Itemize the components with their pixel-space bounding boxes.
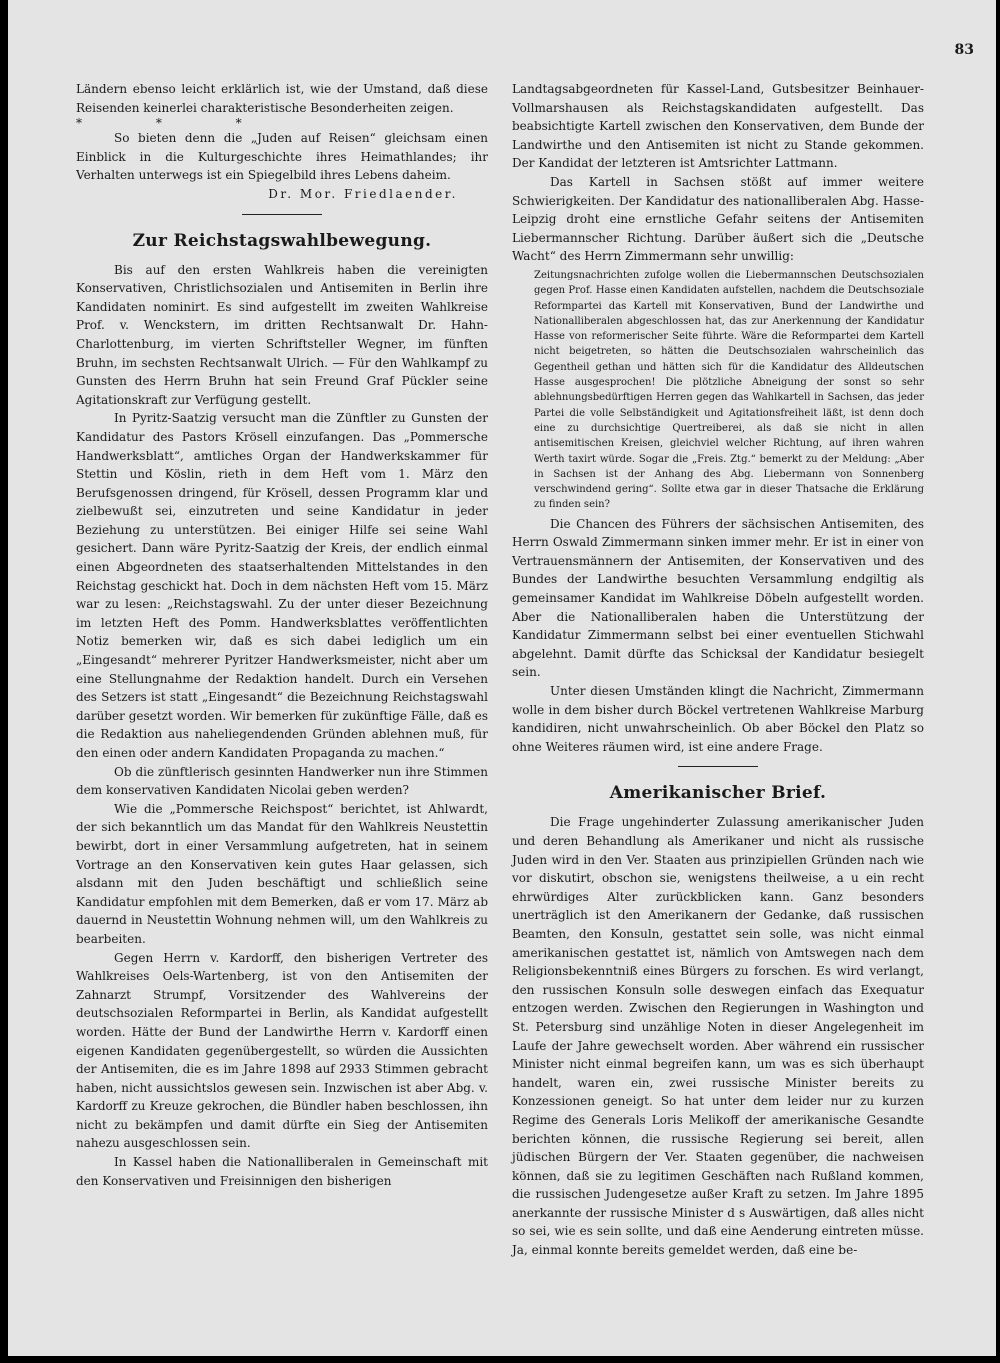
article-paragraph: Bis auf den ersten Wahlkreis haben die vereinigten Konservativen, Christlichsozialen und Antisemiten in Berlin ihre Kandidaten nominirt. Es sind aufgestellt im zweiten Wahlkreise Prof. v. Wenckstern, im dritten Rechtsanwalt Dr. Hahn-Charlottenburg, im vierten Schriftsteller Wegner, im fünften Bruhn, im sechsten Rechtsanwalt Ulrich. — Für den Wahlkampf zu Gunsten des Herrn Bruhn hat sein Freund Graf Pückler seine Agitationskraft zur Verfügung gestellt. (76, 262, 488, 407)
quoted-excerpt (512, 268, 924, 513)
article-paragraph: Das Kartell in Sachsen stößt auf immer weitere Schwierigkeiten. Der Kandidatur des nationalliberalen Abg. Hasse-Leipzig droht eine ernstliche Gefahr seitens der Antisemiten Liebermannscher Richtung. Darüber äußert sich die „Deutsche Wacht“ des Herrn Zimmermann sehr unwillig: (512, 174, 924, 264)
article-paragraph: In Pyritz-Saatzig versucht man die Zünftler zu Gunsten der Kandidatur des Pastors Krösell einzufangen. Das „Pommersche Handwerksblatt“, amtliches Organ der Handwerkskammer für Stettin und Köslin, rieth in dem Heft vom 1. März den Berufsgenossen dringend, für Krösell, dessen Programm klar und zielbewußt sei, einzutreten und seine Kandidatur in jeder Beziehung zu unterstützen. Bei einiger Hilfe sei seine Wahl gesichert. Dann wäre Pyritz-Saatzig der Kreis, der endlich einmal einen Abgeordneten des staatserhaltenden Mittelstandes in den Reichstag geschickt hat. Doch in dem nächsten Heft vom 15. März war zu lesen: „Reichstagswahl. Zu der unter dieser Bezeichnung im letzten Heft des Pomm. Handwerksblattes veröffentlichten Notiz bemerken wir, daß es sich dabei lediglich um ein „Eingesandt“ mehrerer Pyritzer Handwerksmeister, nicht aber um eine Stellungnahme der Redaktion handelt. Durch ein Versehen des Setzers ist statt „Eingesandt“ die Bezeichnung Reichstagswahl darüber gesetzt worden. Wir bemerken für zukünftige Fälle, daß es die Redaktion aus naheliegendenden Gründen ablehnen muß, für den einen oder andern Kandidaten Propaganda zu machen.“ (76, 411, 488, 760)
letter-paragraph: Die Frage ungehinderter Zulassung amerikanischer Juden und deren Behandlung als Amerikaner und nicht als russische Juden wird in den Ver. Staaten aus prinzipiellen Gründen nach wie vor diskutirt, obschon sie, wenigstens theilweise, a u ein recht ehrwürdiges Alter zurückblicken kann. Ganz besonders unerträglich ist den Amerikanern der Gedanke, daß russischen Beamten, den Konsuln, gestattet sein solle, was nicht einmal amerikanischen gestattet ist, nämlich von Amtswegen nach dem Religionsbekenntniß eines Bürgers zu forschen. Es wird verlangt, den russischen Konsuln solle deswegen einfach das Exequatur entzogen werden. Zwischen den Regierungen in Washington und St. Petersburg sind unzählige Noten in dieser Angelegenheit im Laufe der Jahre gewechselt worden. Aber während ein russischer Minister nicht einmal begreifen kann, um was es sich überhaupt handelt, waren ein, zwei russische Minister bereits zu Konzessionen geneigt. So hat unter dem leider nur zu kurzen Regime des Generals Loris Melikoff der amerikanische Gesandte berichten können, die russische Regierung sei bereit, allen jüdischen Bürgern der Ver. Staaten gegenüber, die nachweisen können, daß sie zu legitimen Geschäften nach Rußland kommen, die russischen Judengesetze außer Kraft zu setzen. Im Jahre 1895 anerkannte der russische Minister d s Auswärtigen, daß alles nicht so sei, wie es sein sollte, und daß eine Aenderung eintreten müsse. Ja, einmal konnte bereits gemeldet werden, daß eine be- (512, 815, 924, 1258)
section-title-amerikanischer-brief: Amerikanischer Brief. (609, 783, 827, 804)
article-paragraph: Gegen Herrn v. Kardorff, den bisherigen Vertreter des Wahlkreises Oels-Wartenberg, ist von den Antisemiten der Zahnarzt Strumpf, Vorsitzender des Wahlvereins der deutschsozialen Reformpartei in Berlin, als Kandidat aufgestellt worden. Hätte der Bund der Landwirthe Herrn v. Kardorff einen eigenen Kandidaten gegenübergestellt, so würden die Aussichten der Antisemiten, die es im Jahre 1898 auf 2933 Stimmen gebracht haben, nicht aussichtslos gewesen sein. Inzwischen ist aber Abg. v. Kardorff zu Kreuze gekrochen, die Bündler haben beschlossen, ihn nicht zu bekämpfen und damit dürfte ein Sieg der Antisemiten nahezu ausgeschlossen sein. (76, 950, 488, 1151)
closing-paragraph: So bieten denn die „Juden auf Reisen“ gleichsam einen Einblick in die Kulturgeschichte ihres Heimathlandes; ihr Verhalten unterwegs ist ein Spiegelbild ihres Lebens daheim. (76, 131, 488, 183)
article-paragraph: Ob die zünftlerisch gesinnten Handwerker nun ihre Stimmen dem konservativen Kandidaten Nicolai geben werden? (76, 764, 488, 798)
article-paragraph: Wie die „Pommersche Reichspost“ berichtet, ist Ahlwardt, der sich bekanntlich um das Mandat für den Wahlkreis Neustettin bewirbt, dort in einer Versammlung aufgetreten, hat in seinem Vortrage an den Konservativen kein gutes Haar gelassen, sich alsdann mit den Juden beschäftigt und schließlich seine Kandidatur empfohlen mit dem Bemerken, daß er vom 17. März ab dauernd in Neustettin Wohnung nehmen will, um den Wahlkreis zu bearbeiten. (76, 801, 488, 946)
separator-stars: * * * (76, 116, 242, 131)
quote-text: Zeitungsnachrichten zufolge wollen die Liebermannschen Deutschsozialen gegen Prof. Hasse einen Kandidaten aufstellen, nachdem die Deutschsoziale Reformpartei das Kartell mit Konservativen, Bund der Landwirthe und Nationalliberalen abgeschlossen hat, das zur Anerkennung der Kandidatur Hasse von reformerischer Seite führte. Wäre die Reformpartei dem Kartell nicht beigetreten, so hätten die Deutschsozialen wahrscheinlich das Gegentheil gethan und hätten sich für die Kandidatur des Alldeutschen Hasse ausgesprochen! Die plötzliche Abneigung der sonst so sehr ablehnungsbedürftigen Herren gegen das Wahlkartell in Sachsen, das jeder Partei die volle Selbständigkeit und Agitationsfreiheit läßt, ist denn doch eine zu durchsichtige Quertreiberei, als daß sie nicht in allen antisemitischen Kreisen, gleichviel welcher Richtung, auf ihren wahren Werth taxirt würde. Sogar die „Freis. Ztg.“ bemerkt zu der Meldung: „Aber in Sachsen ist der Anhang des Abg. Liebermann von Sonnenberg verschwindend gering“. Sollte etwa gar in dieser Thatsache die Erklärung zu finden sein? (534, 269, 924, 511)
author-signature: Dr. Mor. Friedlaender. (268, 186, 458, 201)
article-paragraph: Die Chancen des Führers der sächsischen Antisemiten, des Herrn Oswald Zimmermann sinken immer mehr. Er ist in einer von Vertrauensmännern der Antisemiten, der Konservativen und des Bundes der Landwirthe besuchten Versammlung endgiltig als gemeinsamer Kandidat im Wahlkreise Döbeln aufgestellt worden. Aber die Nationalliberalen haben die Unterstützung der Kandidatur Zimmermann selbst bei einer eventuellen Stichwahl abgelehnt. Damit dürfte das Schicksal der Kandidatur besiegelt sein. (512, 516, 924, 680)
left-column (76, 80, 488, 1190)
article-paragraph: Landtagsabgeordneten für Kassel-Land, Gutsbesitzer Beinhauer-Vollmarshausen als Reichstagskandidaten aufgestellt. Das beabsichtigte Kartell zwischen den Konservativen, dem Bunde der Landwirthe und den Antisemiten ist nicht zu Stande gekommen. Der Kandidat der letzteren ist Amtsrichter Lattmann. (512, 82, 924, 171)
page-number: 83 (954, 42, 974, 58)
right-column (512, 80, 924, 1260)
section-divider (678, 766, 758, 767)
opening-paragraph: Ländern ebenso leicht erklärlich ist, wie der Umstand, daß diese Reisenden keinerlei charakteristische Besonderheiten zeigen. (76, 82, 488, 115)
article-paragraph: Unter diesen Umständen klingt die Nachricht, Zimmermann wolle in dem bisher durch Böckel vertretenen Wahlkreise Marburg kandidiren, nicht unwahrscheinlich. Ob aber Böckel den Platz so ohne Weiteres räumen wird, ist eine andere Frage. (512, 684, 924, 754)
section-title-reichstagswahl: Zur Reichstagswahlbewegung. (132, 230, 432, 251)
article-paragraph: In Kassel haben die Nationalliberalen in Gemeinschaft mit den Konservativen und Freisinnigen den bisherigen (76, 1155, 488, 1188)
section-divider (242, 214, 322, 215)
